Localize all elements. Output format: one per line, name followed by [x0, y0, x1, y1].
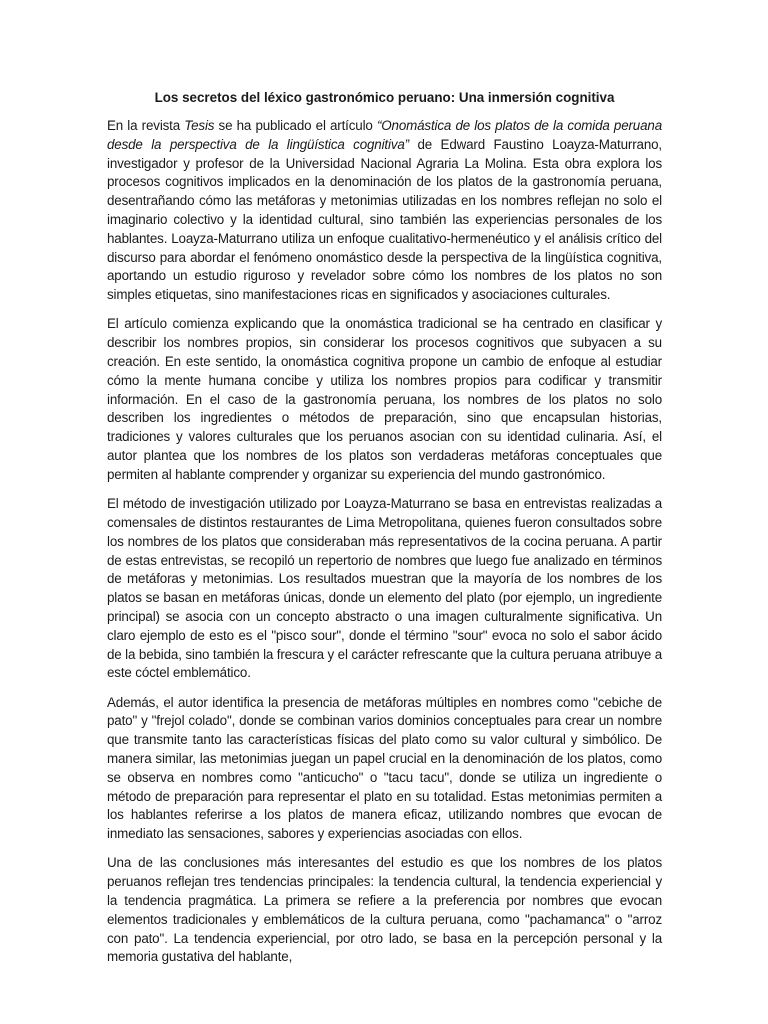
document-page [107, 88, 662, 978]
document-title: Los secretos del léxico gastronómico peruano: Una inmersión cognitiva [154, 90, 615, 105]
p1-text-a: En la revista [107, 118, 185, 133]
p1-text-c: se ha publicado el artículo [214, 118, 377, 133]
paragraph-1 [107, 117, 662, 305]
paragraph-5: Una de las conclusiones más interesantes del estudio es que los nombres de los platos peruanos reflejan tres tendencias principales: la tendencia cultural, la tendencia experiencial y la tendencia pragmática. La primera se refiere a la preferencia por nombres que evocan elementos tradicionales y emblemáticos de la cultura peruana, como "pachamanca" o "arroz con pato". La tendencia experiencial, por otro lado, se basa en la percepción personal y la memoria gustativa del hablante, [107, 855, 662, 965]
paragraph-4: Además, el autor identifica la presencia de metáforas múltiples en nombres como "cebiche de pato" y "frejol colado", donde se combinan varios dominios conceptuales para crear un nombre que transmite tanto las características físicas del plato como su valor cultural y simbólico. De manera similar, las metonimias juegan un papel crucial en la denominación de los platos, como se observa en nombres como "anticucho" o "tacu tacu", donde se utiliza un ingrediente o método de preparación para representar el plato en su totalidad. Estas metonimias permiten a los hablantes referirse a los platos de manera eficaz, utilizando nombres que evocan de inmediato las sensaciones, sabores y experiencias asociadas con ellos. [107, 694, 662, 842]
paragraph-2: El artículo comienza explicando que la onomástica tradicional se ha centrado en clasificar y describir los nombres propios, sin considerar los procesos cognitivos que subyacen a su creación. En este sentido, la onomástica cognitiva propone un cambio de enfoque al estudiar cómo la mente humana concibe y utiliza los nombres propios para codificar y transmitir información. En el caso de la gastronomía peruana, los nombres de los platos no solo describen los ingredientes o métodos de preparación, sino que encapsulan historias, tradiciones y valores culturales que los peruanos asocian con su identidad culinaria. Así, el autor plantea que los nombres de los platos son verdaderas metáforas conceptuales que permiten al hablante comprender y organizar su experiencia del mundo gastronómico. [107, 316, 662, 482]
paragraph-3: El método de investigación utilizado por Loayza-Maturrano se basa en entrevistas realizadas a comensales de distintos restaurantes de Lima Metropolitana, quienes fueron consultados sobre los nombres de los platos que consideraban más representativos de la cocina peruana. A partir de estas entrevistas, se recopiló un repertorio de nombres que luego fue analizado en términos de metáforas y metonimias. Los resultados muestran que la mayoría de los nombres de los platos se basan en metáforas únicas, donde un elemento del plato (por ejemplo, un ingrediente principal) se asocia con un concepto abstracto o una imagen culturalmente significativa. Un claro ejemplo de esto es el "pisco sour", donde el término "sour" evoca no solo el sabor ácido de la bebida, sino también la frescura y el carácter refrescante que la cultura peruana atribuye a este cóctel emblemático. [107, 496, 662, 681]
p1-text-e: de Edward Faustino Loayza-Maturrano, investigador y profesor de la Universidad Nacional Agraria La Molina. Esta obra explora los procesos cognitivos implicados en la denominación de los platos de la gastronomía peruana, desentrañando cómo las metáforas y metonimias utilizadas en los nombres reflejan no solo el imaginario colectivo y la identidad cultural, sino también las experiencias personales de los hablantes. Loayza-Maturrano utiliza un enfoque cualitativo-hermenéutico y el análisis crítico del discurso para abordar el fenómeno onomástico desde la perspectiva de la lingüística cognitiva, aportando un estudio riguroso y revelador sobre cómo los nombres de los platos no son simples etiquetas, sino manifestaciones ricas en significados y asociaciones culturales. [107, 136, 662, 303]
journal-name: Tesis [184, 118, 215, 133]
article-title: “Onomástica de los platos de la comida peruana desde la perspectiva de la lingüística cognitiva” [107, 118, 662, 152]
